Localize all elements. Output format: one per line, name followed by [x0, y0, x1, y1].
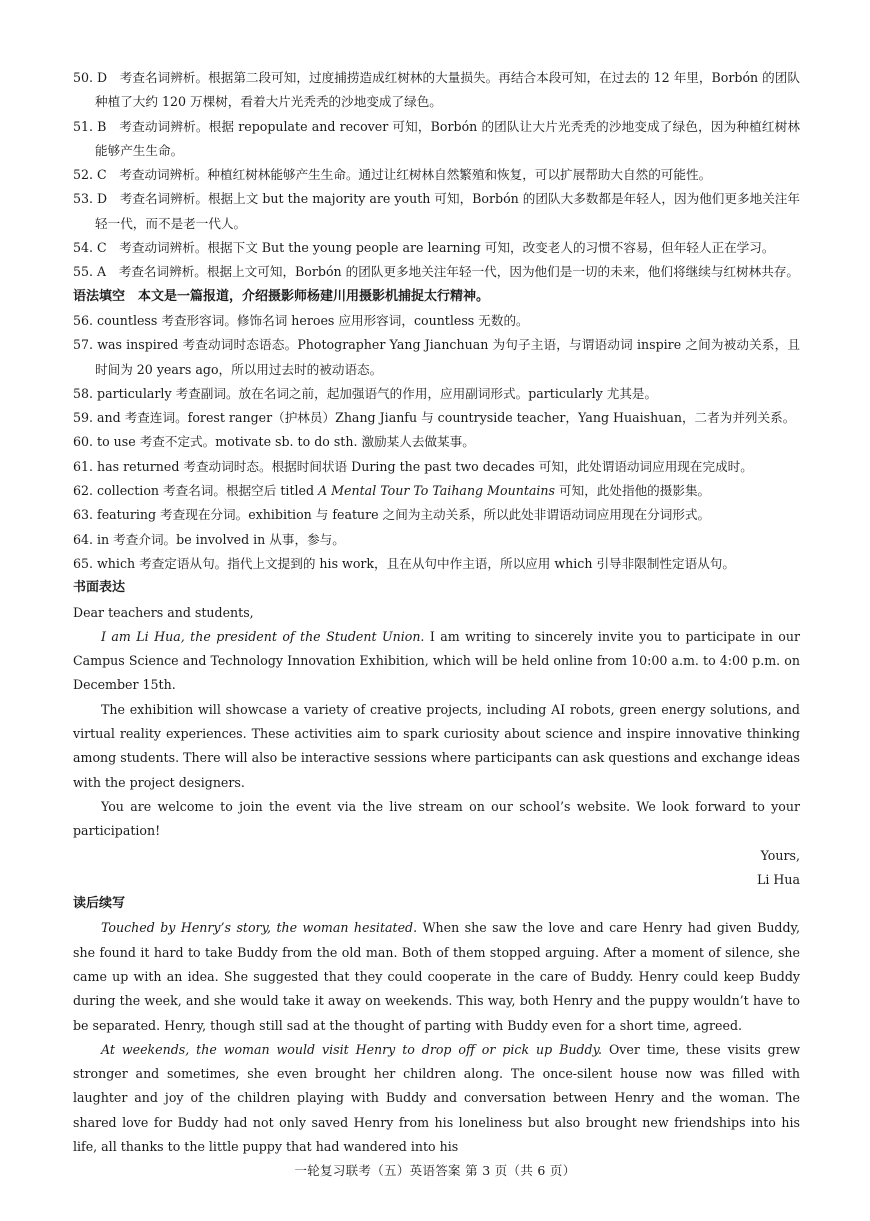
- letter-greeting: Dear teachers and students,: [73, 604, 254, 620]
- answer-item-54: 54. C 考查动词辨析。根据下文 But the young people are learning 可知，改变老人的习惯不容易，但年轻人正在学习。: [73, 240, 775, 256]
- letter-p1-rest: I am writing to sincerely invite you to participate in our Campus Science and Technology Innovation Exhibition, which will be held online from 10:00 a.m. to 4:00 p.m. on December 15th.: [73, 628, 800, 693]
- answer-item-59: 59. and 考查连词。forest ranger（护林员）Zhang Jianfu 与 countryside teacher，Yang Huaishuan，二者为并列关系。: [73, 410, 796, 426]
- answer-item-51: 51. B 考查动词辨析。根据 repopulate and recover 可知，Borbón 的团队让大片光秃秃的沙地变成了绿色，因为种植红树林能够产生生命。: [73, 118, 800, 158]
- continuation-p1-italic: Touched by Henry’s story, the woman hesitated.: [101, 920, 418, 936]
- answer-item-52: 52. C 考查动词辨析。种植红树林能够产生生命。通过让红树林自然繁殖和恢复，可以扩展帮助大自然的可能性。: [73, 167, 712, 183]
- letter-paragraph-2: The exhibition will showcase a variety of creative projects, including AI robots, green energy solutions, and virtual reality experiences. These activities aim to spark curiosity about science and inspire innovative thinking among students. There will also be interactive sessions where participants can ask questions and exchange ideas with the project designers.: [73, 701, 800, 790]
- item62-text-before: 62. collection 考查名词。根据空后 titled: [73, 483, 319, 499]
- answer-item-61: 61. has returned 考查动词时态。根据时间状语 During the past two decades 可知，此处谓语动词应用现在完成时。: [73, 458, 753, 474]
- writing-section-heading: 书面表达: [73, 580, 126, 596]
- continuation-paragraph-1: [73, 916, 800, 1037]
- continuation-p2-italic: At weekends, the woman would visit Henry to drop off or pick up Buddy.: [101, 1041, 603, 1057]
- continuation-paragraph-2: [73, 1038, 800, 1159]
- answer-item-62: [73, 479, 800, 503]
- continuation-p1-rest: When she saw the love and care Henry had given Buddy, she found it hard to take Buddy from the old man. Both of them stopped arguing. After a moment of silence, she came up with an idea. She suggested that they could cooperate in the care of Buddy. Henry could keep Buddy during the week, and she would take it away on weekends. This way, both Henry and the puppy wouldn’t have to be separated. Henry, though still sad at the thought of parting with Buddy even for a short time, agreed.: [73, 920, 801, 1033]
- answer-item-57: 57. was inspired 考查动词时态语态。Photographer Yang Jianchuan 为句子主语，与谓语动词 inspire 之间为被动关系，且时间为 20 years ago，所以用过去时的被动语态。: [73, 337, 800, 377]
- item62-book-title: A Mental Tour To Taihang Mountains: [318, 483, 555, 499]
- grammar-section-heading: 语法填空 本文是一篇报道，介绍摄影师杨建川用摄影机捕捉太行精神。: [73, 288, 490, 304]
- answer-item-63: 63. featuring 考查现在分词。exhibition 与 feature 之间为主动关系，所以此处非谓语动词应用现在分词形式。: [73, 507, 711, 523]
- continuation-p2-rest: Over time, these visits grew stronger and sometimes, she even brought her children along. The once-silent house now was filled with laughter and joy of the children playing with Buddy and conversation between Henry and the woman. The shared love for Buddy had not only saved Henry from his loneliness but also brought new friendships into his life, all thanks to the little puppy that had wandered into his: [73, 1041, 800, 1155]
- answer-item-58: 58. particularly 考查副词。放在名词之前，起加强语气的作用，应用副词形式。particularly 尤其是。: [73, 385, 658, 401]
- letter-signature: Li Hua: [757, 871, 800, 887]
- answer-sheet-page: [73, 66, 800, 1159]
- answer-item-55: 55. A 考查名词辨析。根据上文可知，Borbón 的团队更多地关注年轻一代，因为他们是一切的未来，他们将继续与红树林共存。: [73, 264, 800, 280]
- answer-item-50: 50. D 考查名词辨析。根据第二段可知，过度捕捞造成红树林的大量损失。再结合本段可知，在过去的 12 年里，Borbón 的团队种植了大约 120 万棵树，看着大片光秃秃的沙地变成了绿色。: [73, 70, 800, 110]
- answer-item-53: 53. D 考查名词辨析。根据上文 but the majority are youth 可知，Borbón 的团队大多数都是年轻人，因为他们更多地关注年轻一代，而不是老一代人。: [73, 191, 800, 231]
- answer-item-64: 64. in 考查介词。be involved in 从事，参与。: [73, 531, 345, 547]
- answer-item-65: 65. which 考查定语从句。指代上文提到的 his work，且在从句中作主语，所以应用 which 引导非限制性定语从句。: [73, 555, 735, 571]
- continuation-section-heading: 读后续写: [73, 896, 126, 912]
- letter-closing: Yours,: [760, 847, 800, 863]
- item62-text-after: 可知，此处指他的摄影集。: [555, 483, 711, 499]
- letter-paragraph-3: You are welcome to join the event via the live stream on our school’s website. We look forward to your participation!: [73, 798, 800, 839]
- letter-paragraph-1: [73, 625, 800, 698]
- answer-item-56: 56. countless 考查形容词。修饰名词 heroes 应用形容词，countless 无数的。: [73, 312, 529, 328]
- page-footer: 一轮复习联考（五）英语答案 第 3 页（共 6 页）: [294, 1163, 576, 1178]
- answer-item-60: 60. to use 考查不定式。motivate sb. to do sth. 激励某人去做某事。: [73, 434, 475, 450]
- letter-intro-italic: I am Li Hua, the president of the Student Union.: [101, 628, 425, 644]
